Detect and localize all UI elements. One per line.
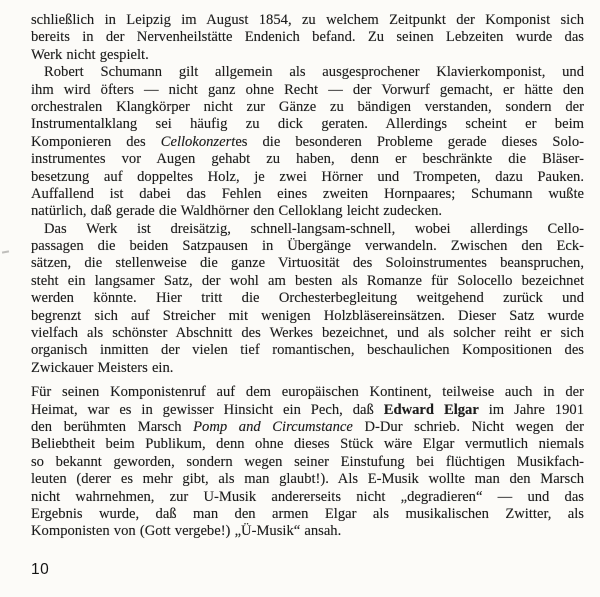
paragraph <box>31 384 584 541</box>
scan-artifact-dash <box>2 250 9 253</box>
text-line: Zwickauer Meisters ein. <box>31 359 174 376</box>
text-line: passagen die beiden Satzpausen in Übergänge verwandeln. Zwischen den Eck- <box>31 238 584 255</box>
text-line: steht ein langsamer Satz, der wohl am besten als Romanze für Solocello bezeichnet <box>31 272 584 289</box>
text-line: den berühmten Marsch Pomp and Circumstance D-Dur schrieb. Nicht wegen der <box>31 418 584 435</box>
text-line: besetzung auf doppeltes Holz, je zwei Hörner und Trompeten, dazu Pauken. <box>31 168 584 185</box>
text-line: natürlich, daß gerade die Waldhörner den Celloklang leicht zudecken. <box>31 203 443 220</box>
text-line: werden könnte. Hier tritt die Orchesterbegleitung weitgehend zurück und <box>31 290 584 307</box>
text-line: Ergebnis wurde, daß man den armen Elgar als musikalischen Zwitter, als <box>31 505 584 522</box>
text-line: leuten (derer es mehr gibt, als man glaubt!). Als E-Musik wollte man den Marsch <box>31 471 584 488</box>
text-line: Robert Schumann gilt allgemein als ausgesprochener Klavierkomponist, und <box>44 64 584 81</box>
text-line: ihm wird öfters — nicht ganz ohne Recht — der Vorwurf gemacht, er hätte den <box>31 81 584 98</box>
text-line: Für seinen Komponistenruf auf dem europäischen Kontinent, teilweise auch in der <box>31 384 584 401</box>
page-text <box>31 12 584 541</box>
text-line: vielfach als schönster Abschnitt des Werkes bezeichnet, und als solcher reiht er sich <box>31 325 584 342</box>
text-line: Heimat, war es in gewisser Hinsicht ein Pech, daß Edward Elgar im Jahre 1901 <box>31 401 584 418</box>
paragraph <box>31 12 584 64</box>
text-line: organisch inmitten der vielen tief romantischen, beschaulichen Kompositionen des <box>31 342 584 359</box>
text-line: Werk nicht gespielt. <box>31 46 149 63</box>
text-line: orchestralen Klangkörper nicht zur Gänze zu bändigen verstanden, sondern der <box>31 98 584 115</box>
paragraph <box>31 221 584 378</box>
text-line: Auffallend ist dabei das Fehlen eines zweiten Hornpaares; Schumann wußte <box>31 185 584 202</box>
page-number: 10 <box>31 561 50 578</box>
text-line: nicht wahrnehmen, zur U-Musik andererseits nicht „degradieren“ — und das <box>31 488 584 505</box>
paragraph <box>31 64 584 221</box>
text-line: Beliebtheit beim Publikum, denn ohne dieses Stück wäre Elgar vermutlich niemals <box>31 436 584 453</box>
text-line: instrumentes vor Augen gehabt zu haben, denn er beschränkte die Bläser- <box>31 151 584 168</box>
text-line: schließlich in Leipzig im August 1854, zu welchem Zeitpunkt der Komponist sich <box>31 12 584 28</box>
text-line: Instrumentalklang sei häufig zu dick geraten. Allerdings scheint er beim <box>31 116 584 133</box>
text-line: bereits in der Nervenheilstätte Endenich befand. Zu seinen Lebzeiten wurde das <box>31 29 584 46</box>
text-line: Das Werk ist dreisätzig, schnell-langsam-schnell, wobei allerdings Cello- <box>44 220 584 237</box>
text-line: sätzen, die stellenweise die ganze Virtuosität des Soloinstrumentes beanspruchen, <box>31 255 584 272</box>
text-line: Komponisten von (Gott vergebe!) „Ü-Musik“ ansah. <box>31 523 342 540</box>
text-line: Komponieren des Cellokonzertes die besonderen Probleme gerade dieses Solo- <box>31 133 584 150</box>
text-line: begrenzt sich auf Streicher mit wenigen Holzbläsereinsätzen. Dieser Satz wurde <box>31 307 584 324</box>
text-line: so bekannt geworden, sondern wegen seiner Einstufung bei flüchtigen Musikfach- <box>31 453 584 470</box>
